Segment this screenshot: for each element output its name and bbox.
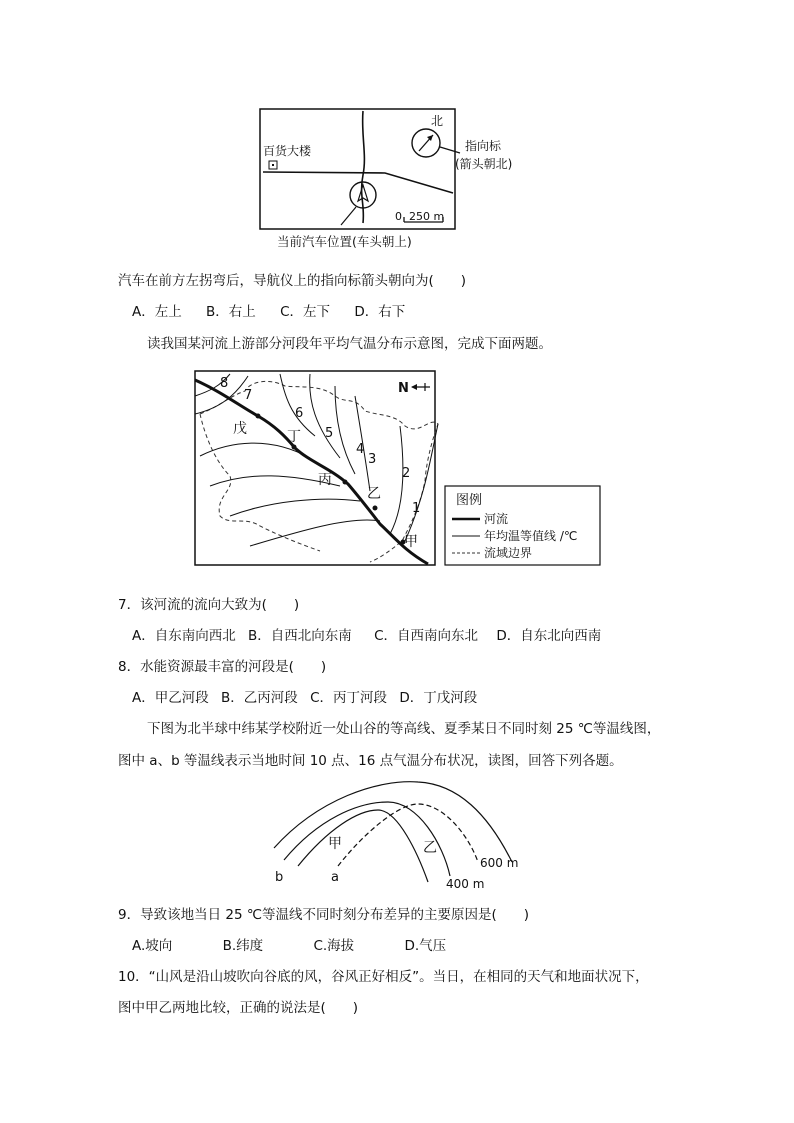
label-a: a [331,870,339,885]
intro-paragraph-3-line1: 下图为北半球中纬某学校附近一处山谷的等高线、夏季某日不同时刻 25 ℃等温线图， [147,721,661,737]
question-6: 汽车在前方左拐弯后，导航仪上的指向标箭头朝向为( ) [118,273,467,289]
legend-river: 河流 [484,512,509,526]
point-bing: 丙 [318,472,332,488]
option-a[interactable]: A．左上 [132,304,182,320]
compass-note: (箭头朝北) [455,157,513,171]
question-8-options [132,686,477,706]
option-d[interactable]: D．自东北向西南 [496,628,602,644]
option-d[interactable]: D．丁戊河段 [399,690,478,706]
option-b[interactable]: B．自西北向东南 [248,628,352,644]
point-ding: 丁 [287,429,301,445]
compass-label: 指向标 [465,139,502,153]
intro-paragraph-3-line2: 图中 a、b 等温线表示当地时间 10 点、16 点气温分布状况，读图，回答下列各题。 [118,753,623,769]
building-label: 百货大楼 [263,144,312,158]
car-pointer-line [341,207,356,225]
question-10-line2: 图中甲乙两地比较，正确的说法是( ) [118,1000,359,1016]
road-vertical [362,111,365,223]
scale-zero: 0 [395,210,402,223]
option-b[interactable]: B．右上 [206,304,256,320]
question-6-options [132,300,425,320]
question-9-options [132,934,446,954]
figure1-caption: 当前汽车位置(车头朝上) [277,234,412,249]
label-400m: 400 m [446,877,485,891]
option-b[interactable]: B．乙丙河段 [221,690,298,706]
isotherm-7: 7 [244,388,253,403]
isotherm-b [284,802,450,876]
river-line [195,380,428,564]
option-c[interactable]: C．左下 [280,304,331,320]
option-a[interactable]: A．甲乙河段 [132,690,209,706]
isotherm-8: 8 [220,376,229,391]
isotherm-5: 5 [325,426,334,441]
isotherm-1: 1 [412,501,421,516]
contour-400 [298,810,428,882]
label-yi: 乙 [423,840,437,856]
option-c[interactable]: C.海拔 [313,938,355,954]
option-d[interactable]: D．右下 [354,304,406,320]
scale-value: 250 m [409,210,445,223]
label-jia: 甲 [328,836,342,852]
valley-contour-figure [268,774,538,896]
question-7-options [132,624,601,644]
point-wu: 戊 [233,421,247,437]
option-d[interactable]: D.气压 [404,938,447,954]
question-7: 7．该河流的流向大致为( ) [118,597,300,613]
label-b: b [275,870,284,885]
label-600m: 600 m [480,856,519,870]
contour-600 [274,782,512,862]
isotherm-a [338,804,478,866]
compass-north-label: 北 [431,114,444,128]
legend-title: 图例 [456,493,483,508]
river-isotherm-figure [190,366,605,570]
option-a[interactable]: A.坡向 [132,938,173,954]
legend-isotherm: 年均温等值线 /℃ [484,529,578,543]
north-label: N [398,381,409,396]
intro-paragraph-2: 读我国某河流上游部分河段年平均气温分布示意图，完成下面两题。 [147,336,552,352]
point-yi: 乙 [367,486,381,502]
point-jia: 甲 [404,534,418,550]
option-a[interactable]: A．自东南向西北 [132,628,236,644]
option-c[interactable]: C．丙丁河段 [310,690,388,706]
option-c[interactable]: C．自西南向东北 [374,628,479,644]
question-9: 9．导致该地当日 25 ℃等温线不同时刻分布差异的主要原因是( ) [118,907,530,923]
question-8: 8．水能资源最丰富的河段是( ) [118,659,327,675]
legend-boundary: 流域边界 [484,546,533,560]
isotherm-3: 3 [368,452,377,467]
question-10-line1: 10．“山风是沿山坡吹向谷底的风，谷风正好相反”。当日，在相同的天气和地面状况下， [118,969,649,985]
option-b[interactable]: B.纬度 [222,938,264,954]
isotherm-2: 2 [402,466,411,481]
navigation-map-figure [255,105,513,251]
isotherm-6: 6 [295,406,304,421]
isotherm-4: 4 [356,442,365,457]
